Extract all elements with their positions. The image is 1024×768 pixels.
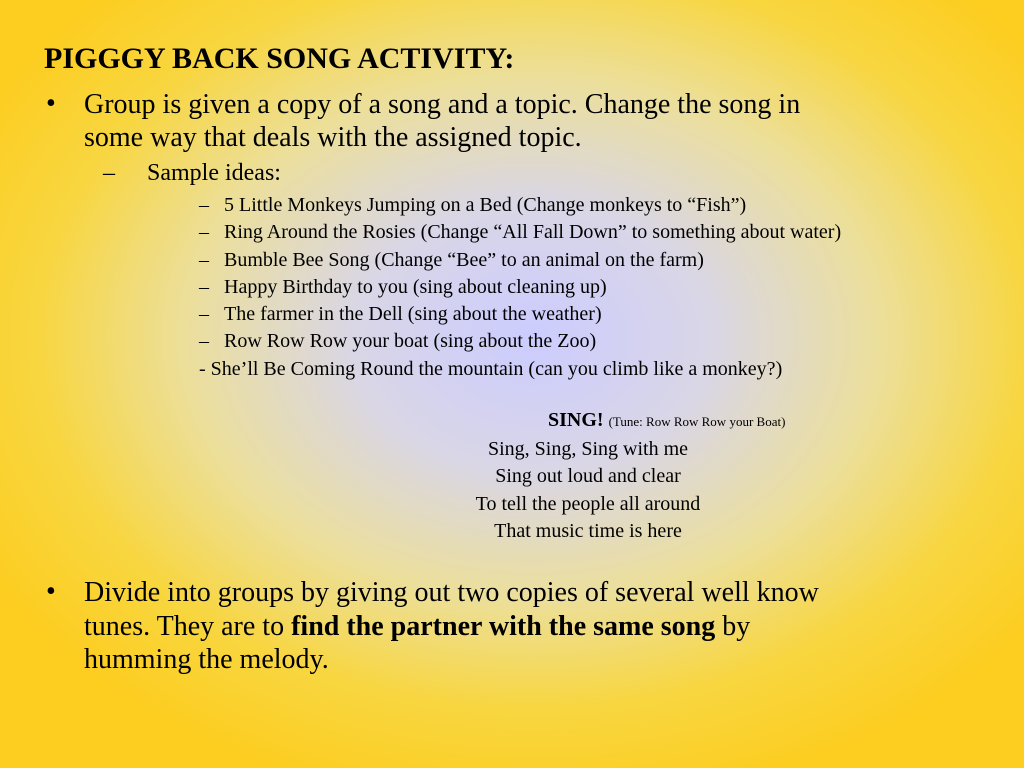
list-dash: – xyxy=(199,221,209,244)
list-item xyxy=(199,219,841,246)
lyric-line: To tell the people all around xyxy=(475,492,701,515)
list-dash: – xyxy=(199,194,209,216)
ideas-list xyxy=(199,192,841,383)
idea-text: 5 Little Monkeys Jumping on a Bed (Change monkeys to “Fish”) xyxy=(224,194,747,216)
sing-tune-note: (Tune: Row Row Row your Boat) xyxy=(608,414,786,429)
sing-lyrics xyxy=(440,436,736,545)
bullet-1-text xyxy=(84,88,800,154)
sample-ideas-label: Sample ideas: xyxy=(147,160,281,186)
list-item xyxy=(199,328,841,355)
list-dash: – xyxy=(199,330,209,353)
list-item xyxy=(199,247,841,274)
list-dash: – xyxy=(199,248,209,271)
idea-text: Ring Around the Rosies (Change “All Fall Down” to something about water) xyxy=(224,221,842,244)
extra-idea: - She’ll Be Coming Round the mountain (can you climb like a monkey?) xyxy=(199,357,783,380)
bullet-2-line-1: Divide into groups by giving out two copies of several well know xyxy=(84,577,819,608)
bullet-2-line-3: humming the melody. xyxy=(84,644,329,675)
list-item xyxy=(199,274,841,301)
bullet-marker: • xyxy=(46,576,56,607)
list-item xyxy=(199,301,841,328)
idea-text: Row Row Row your boat (sing about the Zoo) xyxy=(224,330,597,353)
bullet-2-post: by xyxy=(715,610,751,642)
bullet-2-pre: tunes. They are to xyxy=(84,610,292,642)
list-dash: – xyxy=(199,275,209,298)
bullet-1-line-2: some way that deals with the assigned topic. xyxy=(84,122,582,153)
sing-title: SING! xyxy=(548,409,604,431)
sing-heading xyxy=(548,409,785,432)
list-dash: – xyxy=(199,303,209,326)
slide-title: PIGGGY BACK SONG ACTIVITY: xyxy=(44,42,515,75)
bullet-2-emphasis: find the partner with the same song xyxy=(291,610,716,642)
idea-text: Bumble Bee Song (Change “Bee” to an animal on the farm) xyxy=(224,248,704,271)
bullet-marker: • xyxy=(46,88,56,119)
lyric-line: That music time is here xyxy=(494,519,682,542)
lyric-line: Sing, Sing, Sing with me xyxy=(487,438,689,460)
list-item xyxy=(199,192,841,219)
sub-bullet-dash: – xyxy=(103,160,115,186)
lyric-line: Sing out loud and clear xyxy=(495,465,681,488)
idea-text: The farmer in the Dell (sing about the weather) xyxy=(224,303,602,326)
bullet-1-line-1: Group is given a copy of a song and a topic. Change the song in xyxy=(84,89,801,120)
idea-text: Happy Birthday to you (sing about cleaning up) xyxy=(224,275,607,298)
bullet-2-line-2 xyxy=(84,610,819,644)
bullet-2-text xyxy=(84,576,819,677)
